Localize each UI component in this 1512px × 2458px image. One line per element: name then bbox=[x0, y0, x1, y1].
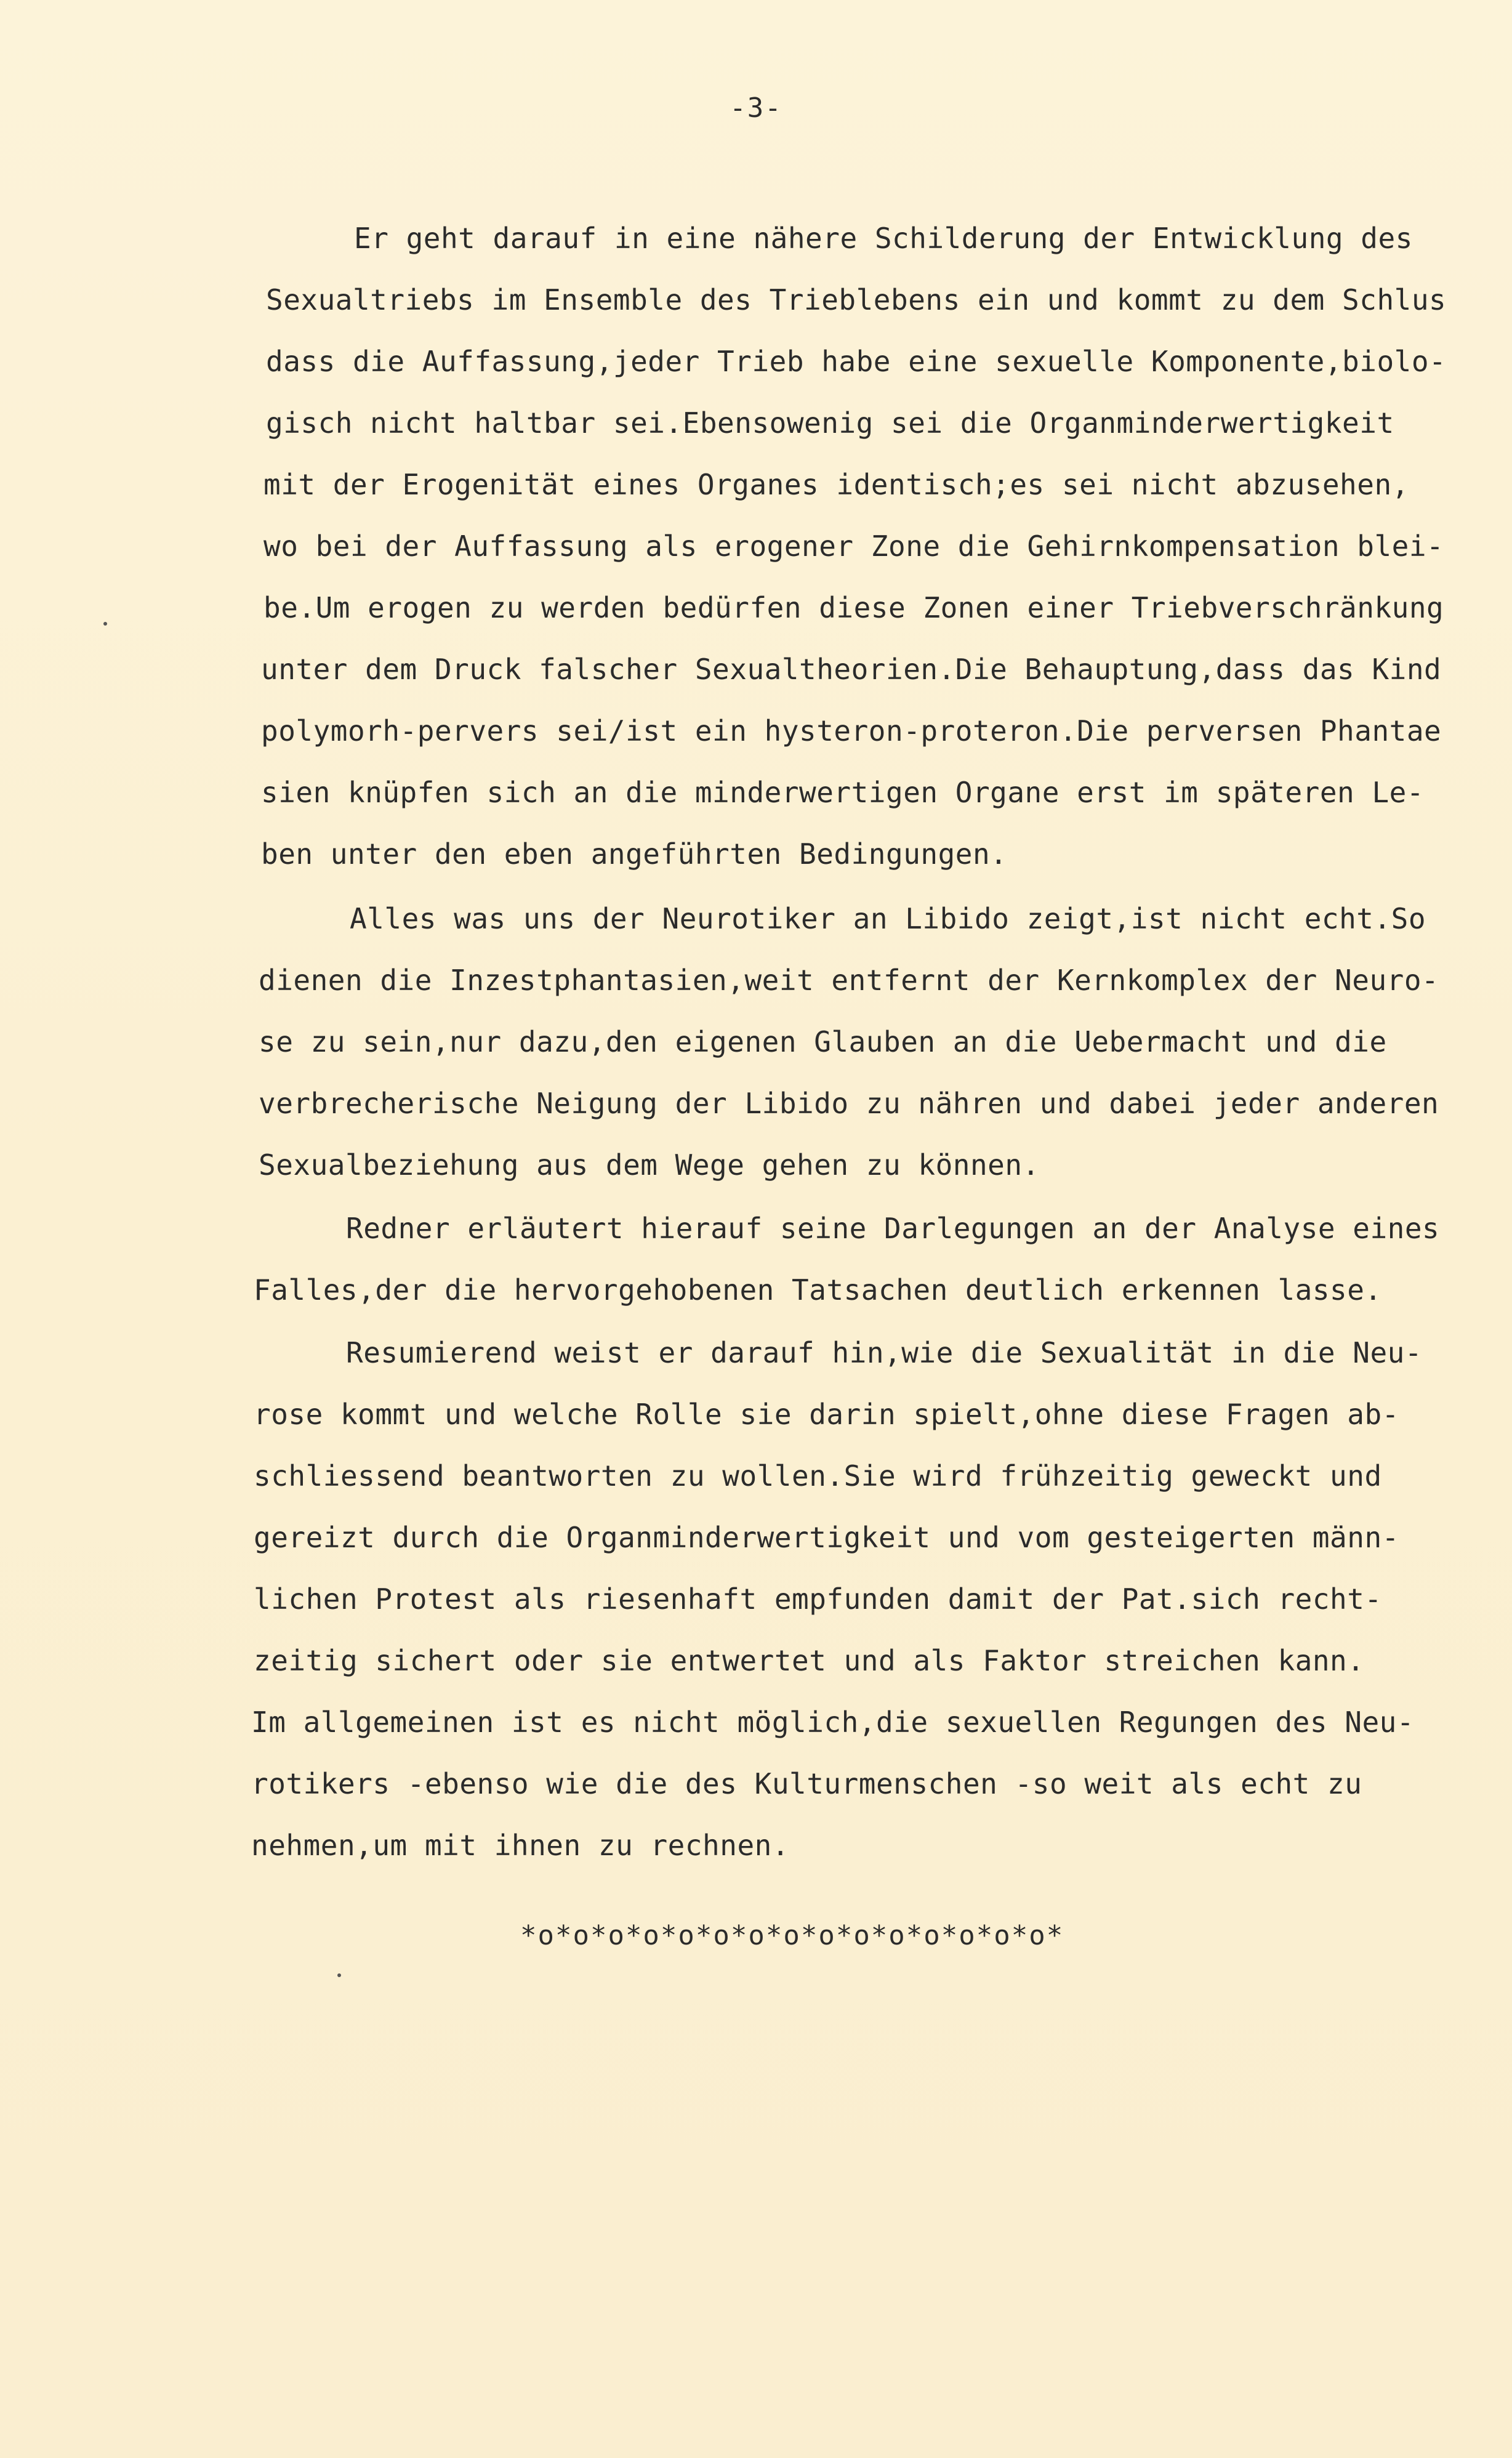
section-divider: *o*o*o*o*o*o*o*o*o*o*o*o*o*o*o* bbox=[520, 1920, 1064, 1951]
ink-speck bbox=[337, 1973, 341, 1977]
text-line: se zu sein,nur dazu,den eigenen Glauben an die Uebermacht und die bbox=[259, 1025, 1387, 1058]
text-line: sien knüpfen sich an die minderwertigen Organe erst im späteren Le- bbox=[261, 776, 1425, 809]
text-line: Falles,der die hervorgehobenen Tatsachen deutlich erkennen lasse. bbox=[254, 1273, 1382, 1307]
text-line: gisch nicht haltbar sei.Ebensowenig sei die Organminderwertigkeit bbox=[266, 406, 1394, 440]
text-line: Alles was uns der Neurotiker an Libido zeigt,ist nicht echt.So bbox=[350, 902, 1426, 935]
text-line: Redner erläutert hierauf seine Darlegungen an der Analyse eines bbox=[346, 1212, 1440, 1245]
text-line: Sexualbeziehung aus dem Wege gehen zu können. bbox=[259, 1148, 1040, 1182]
text-line: Sexualtriebs im Ensemble des Trieblebens ein und kommt zu dem Schlus bbox=[266, 283, 1447, 316]
text-line: dienen die Inzestphantasien,weit entfernt der Kernkomplex der Neuro- bbox=[259, 964, 1439, 997]
text-line: Er geht darauf in eine nähere Schilderung der Entwicklung des bbox=[354, 222, 1413, 255]
text-line: nehmen,um mit ihnen zu rechnen. bbox=[251, 1829, 790, 1862]
text-line: zeitig sichert oder sie entwertet und als Faktor streichen kann. bbox=[254, 1644, 1365, 1677]
text-line: unter dem Druck falscher Sexualtheorien.Die Behauptung,dass das Kind bbox=[261, 653, 1442, 686]
text-line: lichen Protest als riesenhaft empfunden damit der Pat.sich recht- bbox=[254, 1582, 1382, 1616]
text-line: Resumierend weist er darauf hin,wie die Sexualität in die Neu- bbox=[346, 1336, 1423, 1369]
text-line: dass die Auffassung,jeder Trieb habe eine sexuelle Komponente,biolo- bbox=[266, 345, 1447, 378]
text-line: mit der Erogenität eines Organes identisch;es sei nicht abzusehen, bbox=[263, 468, 1409, 501]
text-line: schliessend beantworten zu wollen.Sie wird frühzeitig geweckt und bbox=[254, 1459, 1382, 1493]
text-line: Im allgemeinen ist es nicht möglich,die sexuellen Regungen des Neu- bbox=[251, 1706, 1415, 1739]
text-line: verbrecherische Neigung der Libido zu nähren und dabei jeder anderen bbox=[259, 1087, 1439, 1120]
text-line: rotikers -ebenso wie die des Kulturmenschen -so weit als echt zu bbox=[251, 1767, 1362, 1800]
page-number: -3- bbox=[730, 92, 782, 124]
ink-speck bbox=[103, 622, 107, 626]
text-line: rose kommt und welche Rolle sie darin spielt,ohne diese Fragen ab- bbox=[254, 1398, 1399, 1431]
text-line: ben unter den eben angeführten Bedingungen. bbox=[261, 837, 1008, 871]
text-line: gereizt durch die Organminderwertigkeit und vom gesteigerten männ- bbox=[254, 1521, 1399, 1554]
text-line: be.Um erogen zu werden bedürfen diese Zonen einer Triebverschränkung bbox=[263, 591, 1444, 624]
text-line: polymorh-pervers sei/ist ein hysteron-proteron.Die perversen Phantae bbox=[261, 714, 1442, 747]
text-line: wo bei der Auffassung als erogener Zone die Gehirnkompensation blei- bbox=[263, 530, 1444, 563]
